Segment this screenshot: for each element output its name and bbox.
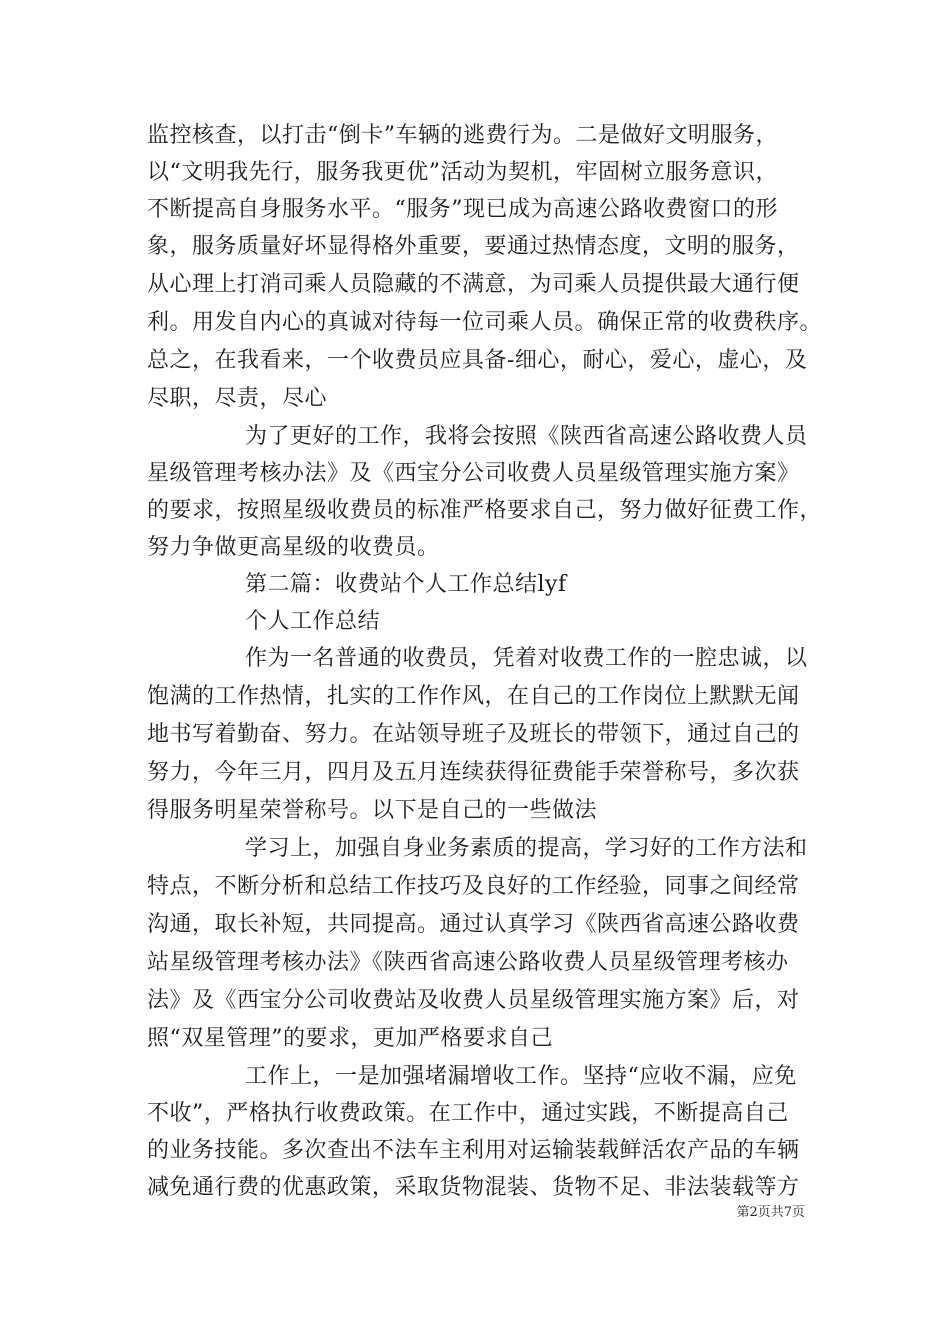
text-line: 不收”，严格执行收费政策。在工作中，通过实践，不断提高自己 [147,1101,789,1126]
text-line: 尽职，尽责，尽心 [147,386,328,411]
text-line: 饱满的工作热情，扎实的工作作风，在自己的工作岗位上默默无闻 [147,684,800,709]
text-line: 利。用发自内心的真诚对待每一位司乘人员。确保正常的收费秩序。 [147,310,823,335]
text-line: 法》及《西宝分公司收费站及收费人员星级管理实施方案》后，对 [147,988,800,1013]
text-line: 的要求，按照星级收费员的标准严格要求自己，努力做好征费工作， [147,498,823,523]
text-line: 以“文明我先行，服务我更优”活动为契机，牢固树立服务意识， [147,160,778,185]
page-number: 第2页共7页 [736,1205,805,1220]
paragraph-start-line: 学习上，加强自身业务素质的提高，学习好的工作方法和 [245,836,808,861]
text-line: 象，服务质量好坏显得格外重要，要通过热情态度，文明的服务， [147,234,800,259]
text-line: 照“双星管理”的要求，更加严格要求自己 [147,1026,553,1051]
text-line: 地书写着勤奋、努力。在站领导班子及班长的带领下，通过自己的 [147,722,800,747]
text-line: 星级管理考核办法》及《西宝分公司收费人员星级管理实施方案》 [147,461,800,486]
text-line: 得服务明星荣誉称号。以下是自己的一些做法 [147,798,598,823]
paragraph-start-line: 工作上，一是加强堵漏增收工作。坚持“应收不漏，应免 [245,1064,797,1089]
text-line: 减免通行费的优惠政策，采取货物混装、货物不足、非法装载等方 [147,1175,800,1200]
text-line: 沟通，取长补短，共同提高。通过认真学习《陕西省高速公路收费 [147,912,800,937]
text-line: 监控核查，以打击“倒卡”车辆的逃费行为。二是做好文明服务， [147,123,778,148]
text-line: 的业务技能。多次查出不法车主利用对运输装载鲜活农产品的车辆 [147,1138,800,1163]
text-line: 不断提高自身服务水平。“服务”现已成为高速公路收费窗口的形 [147,197,778,222]
paragraph-start-line: 作为一名普通的收费员，凭着对收费工作的一腔忠诚，以 [245,646,808,671]
text-line: 努力争做更高星级的收费员。 [147,535,440,560]
text-line: 站星级管理考核办法》《陕西省高速公路收费人员星级管理考核办 [147,950,789,975]
text-line: 从心理上打消司乘人员隐藏的不满意，为司乘人员提供最大通行便 [147,272,800,297]
text-line: 总之，在我看来，一个收费员应具备-细心，耐心，爱心，虚心，及 [147,348,808,373]
text-line: 特点，不断分析和总结工作技巧及良好的工作经验，同事之间经常 [147,874,800,899]
text-line: 努力，今年三月，四月及五月连续获得征费能手荣誉称号，多次获 [147,760,800,785]
section-subheading: 个人工作总结 [245,609,381,634]
section-heading: 第二篇：收费站个人工作总结lyf [245,572,567,597]
paragraph-start-line: 为了更好的工作，我将会按照《陕西省高速公路收费人员 [245,424,808,449]
